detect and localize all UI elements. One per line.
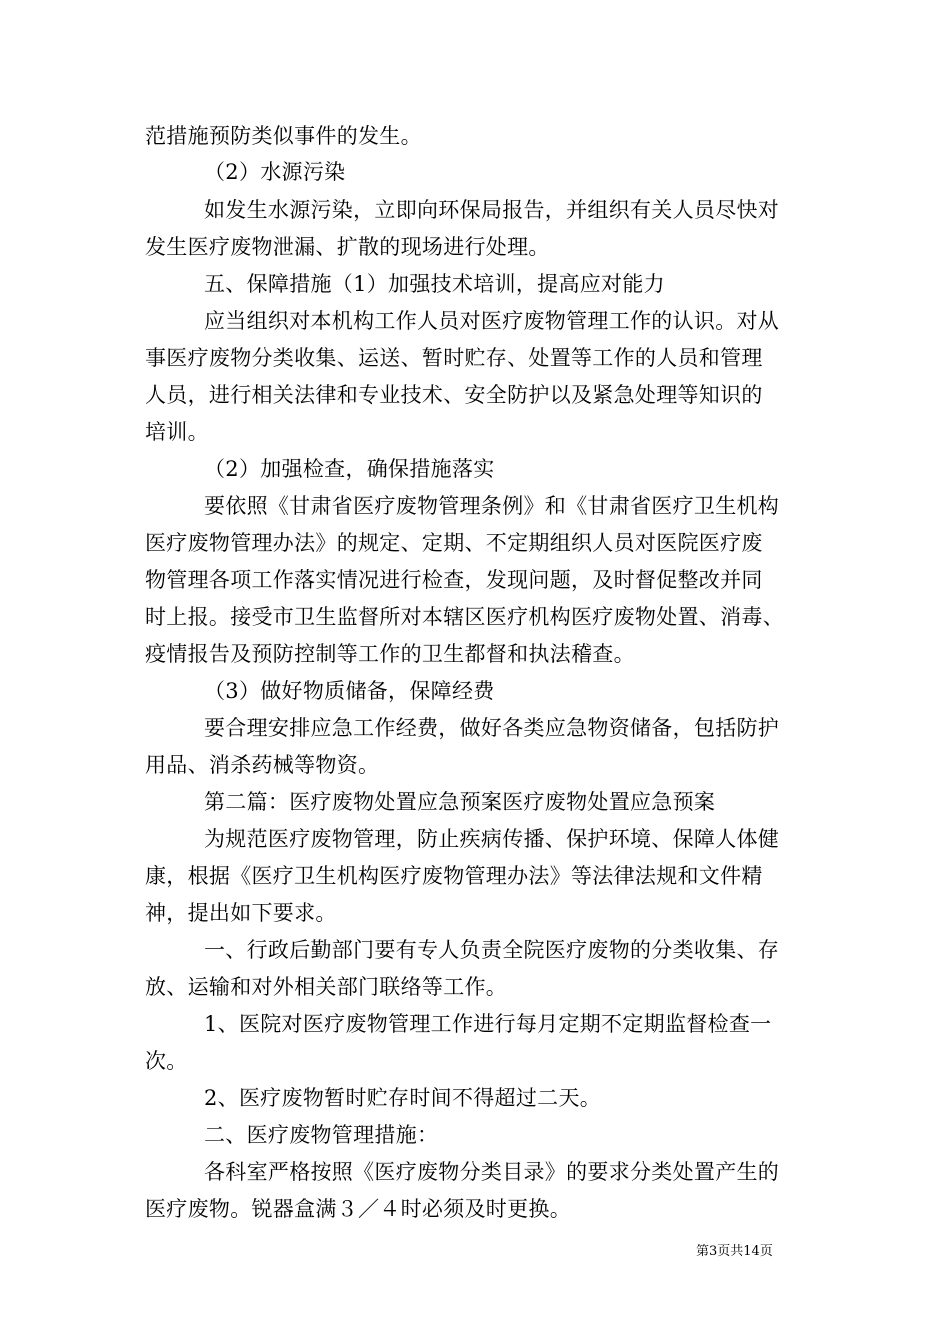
subheading-water-pollution: （2）水源污染	[204, 160, 346, 184]
text-line: 如发生水源污染，立即向环保局报告，并组织有关人员尽快对	[204, 198, 780, 222]
text-line: 要合理安排应急工作经费，做好各类应急物资储备，包括防护	[204, 716, 780, 740]
text-line: 要依照《甘肃省医疗废物管理条例》和《甘肃省医疗卫生机构	[204, 494, 780, 518]
text-line: 医疗废物。锐器盒满３／４时必须及时更换。	[145, 1197, 571, 1221]
text-line: 医疗废物管理办法》的规定、定期、不定期组织人员对医院医疗废	[145, 531, 763, 555]
text-line: 一、行政后勤部门要有专人负责全院医疗废物的分类收集、存	[204, 938, 780, 962]
text-line: 次。	[145, 1049, 188, 1073]
text-line: 培训。	[145, 420, 209, 444]
section-heading-safeguards: 五、保障措施（1）加强技术培训，提高应对能力	[204, 272, 665, 296]
text-line: 神，提出如下要求。	[145, 901, 337, 925]
text-line: 疫情报告及预防控制等工作的卫生都督和执法稽查。	[145, 642, 635, 666]
chapter-heading-part-two: 第二篇：医疗废物处置应急预案医疗废物处置应急预案	[204, 790, 716, 814]
text-line: 应当组织对本机构工作人员对医疗废物管理工作的认识。对从	[204, 309, 780, 333]
page-number-footer: 第3页共14页	[696, 1244, 773, 1259]
text-line: 为规范医疗废物管理，防止疾病传播、保护环境、保障人体健	[204, 827, 780, 851]
text-line: 人员，进行相关法律和专业技术、安全防护以及紧急处理等知识的	[145, 383, 763, 407]
text-line: 时上报。接受市卫生监督所对本辖区医疗机构医疗废物处置、消毒、	[145, 605, 784, 629]
text-line: 2、医疗废物暂时贮存时间不得超过二天。	[204, 1086, 602, 1110]
subheading-inspection: （2）加强检查，确保措施落实	[204, 457, 495, 481]
text-line: 范措施预防类似事件的发生。	[145, 124, 422, 148]
text-line: 用品、消杀药械等物资。	[145, 753, 380, 777]
text-line: 事医疗废物分类收集、运送、暂时贮存、处置等工作的人员和管理	[145, 346, 763, 370]
text-line: 康，根据《医疗卫生机构医疗废物管理办法》等法律法规和文件精	[145, 864, 763, 888]
text-line: 物管理各项工作落实情况进行检查，发现问题，及时督促整改并同	[145, 568, 763, 592]
text-line: 放、运输和对外相关部门联络等工作。	[145, 975, 508, 999]
text-line: 1、医院对医疗废物管理工作进行每月定期不定期监督检查一	[204, 1012, 772, 1036]
text-line: 各科室严格按照《医疗废物分类目录》的要求分类处置产生的	[204, 1160, 780, 1184]
section-heading-management-measures: 二、医疗废物管理措施：	[204, 1123, 439, 1147]
subheading-material-reserve: （3）做好物质储备，保障经费	[204, 679, 495, 703]
text-line: 发生医疗废物泄漏、扩散的现场进行处理。	[145, 235, 550, 259]
